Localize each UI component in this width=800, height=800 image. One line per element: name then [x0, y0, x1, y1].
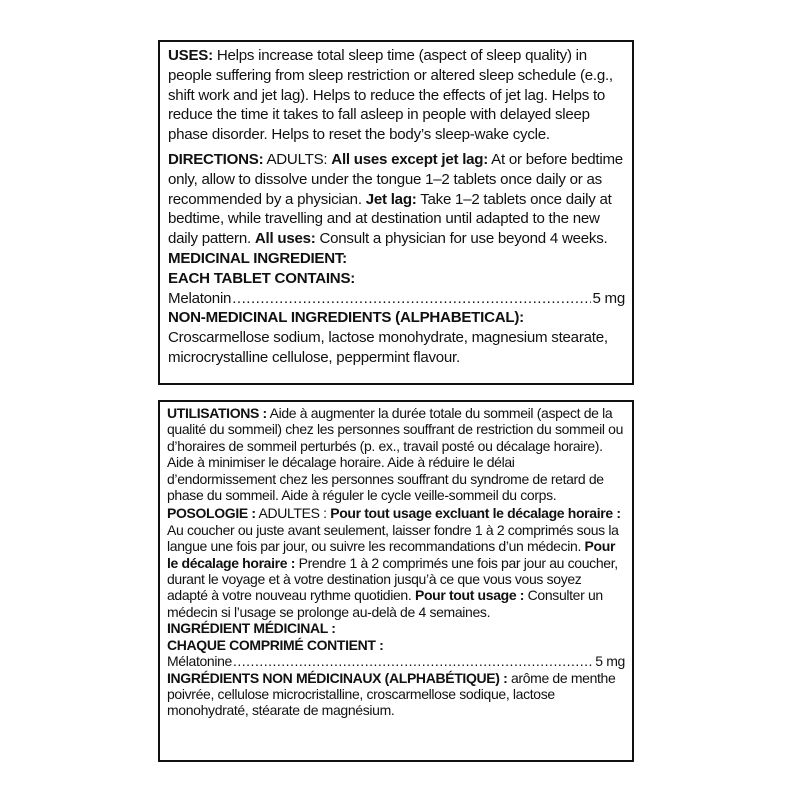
ingredient-row-fr [167, 653, 625, 669]
non-medicinal-section [168, 308, 625, 367]
directions-section [168, 150, 625, 249]
posologie-label: POSOLOGIE : [167, 505, 256, 522]
non-medicinal-text: Croscarmellose sodium, lactose monohydrate, magnesium stearate, microcrystalline cellulose, peppermint flavour. [168, 329, 608, 366]
directions-all-except-label: All uses except jet lag: [331, 150, 489, 168]
non-medicinaux-text: arôme de menthe poivrée, cellulose microcristalline, croscarmellose sodique, lactose monohydraté, stéarate de magnésium. [167, 669, 616, 719]
posologie-all-uses-text: Consulter un médecin si l’usage se prolonge au-delà de 4 semaines. [167, 587, 603, 620]
directions-all-uses-text: Consult a physician for use beyond 4 weeks. [315, 230, 608, 248]
english-label-panel [158, 40, 634, 385]
medicinal-section [168, 249, 625, 308]
posologie-adults: ADULTES : [255, 505, 331, 522]
posologie-jet-lag-label: Pour le décalage horaire : [167, 538, 616, 571]
non-medicinal-label: NON-MEDICINAL INGREDIENTS (ALPHABETICAL): [168, 309, 524, 327]
dot-leader-fr [233, 653, 594, 669]
utilisations-label: UTILISATIONS : [167, 405, 267, 421]
ingredient-name: Melatonin [168, 289, 232, 307]
utilisations-section [167, 405, 625, 503]
non-medicinaux-label: INGRÉDIENTS NON MÉDICINAUX (ALPHABÉTIQUE) : [167, 669, 508, 686]
posologie-jet-lag-text: Prendre 1 à 2 comprimés une fois par jour au coucher, durant le voyage et à votre destination jusqu’à ce que vous vous soyez adapté à votre nouveau rythme quotidien. [167, 554, 618, 604]
french-label-panel [158, 400, 634, 762]
directions-adults: ADULTS: [263, 150, 332, 168]
posologie-all-except-label: Pour tout usage excluant le décalage horaire : [330, 505, 621, 522]
directions-jet-lag-label: Jet lag: [365, 190, 417, 208]
ingredient-name-fr: Mélatonine [167, 653, 232, 670]
ingredient-medicinal-section [167, 620, 625, 669]
utilisations-text: Aide à augmenter la durée totale du sommeil (aspect de la qualité du sommeil) chez les personnes souffrant de restriction du sommeil ou d’horaires de sommeil perturbés (p. ex., travail posté ou décalage horaire). Aide à minimiser le décalage horaire. Aide à réduire le délai d’endormissement chez les personnes souffrant du syndrome de retard de phase du sommeil. Aide à réguler le cycle veille-sommeil du corps. [167, 405, 624, 504]
each-tablet-heading: EACH TABLET CONTAINS: [168, 269, 356, 287]
uses-section [168, 46, 625, 145]
ingredient-medicinal-heading: INGRÉDIENT MÉDICINAL : [167, 620, 336, 637]
uses-text: Helps increase total sleep time (aspect of sleep quality) in people suffering from sleep restriction or altered sleep schedule (e.g., shift work and jet lag). Helps to reduce the effects of jet lag. Helps to reduce the time it takes to fall asleep in people with delayed sleep phase disorder. Helps to reset the body’s sleep-wake cycle. [168, 47, 613, 144]
posologie-all-uses-label: Pour tout usage : [414, 587, 525, 604]
directions-all-except-text: At or before bedtime only, allow to dissolve under the tongue 1–2 tablets once daily or as recommended by a physician. [168, 150, 623, 208]
ingredient-amount: 5 mg [592, 289, 625, 307]
ingredient-row [168, 289, 625, 309]
posologie-all-except-text: Au coucher ou juste avant seulement, laisser fondre 1 à 2 comprimés sous la langue une fois par jour, ou suivre les recommandations d’un médecin. [167, 521, 619, 555]
dot-leader [232, 289, 591, 309]
non-medicinaux-section [167, 670, 625, 719]
directions-jet-lag-text: Take 1–2 tablets once daily at bedtime, while travelling and at destination until adapted to the new daily pattern. [168, 190, 612, 248]
directions-label: DIRECTIONS: [168, 150, 264, 168]
medicinal-heading: MEDICINAL INGREDIENT: [168, 249, 347, 267]
ingredient-amount-fr: 5 mg [595, 653, 625, 670]
chaque-comprime-heading: CHAQUE COMPRIMÉ CONTIENT : [167, 636, 384, 653]
directions-all-uses-label: All uses: [254, 230, 316, 248]
posologie-section [167, 505, 625, 620]
uses-label: USES: [168, 47, 213, 64]
